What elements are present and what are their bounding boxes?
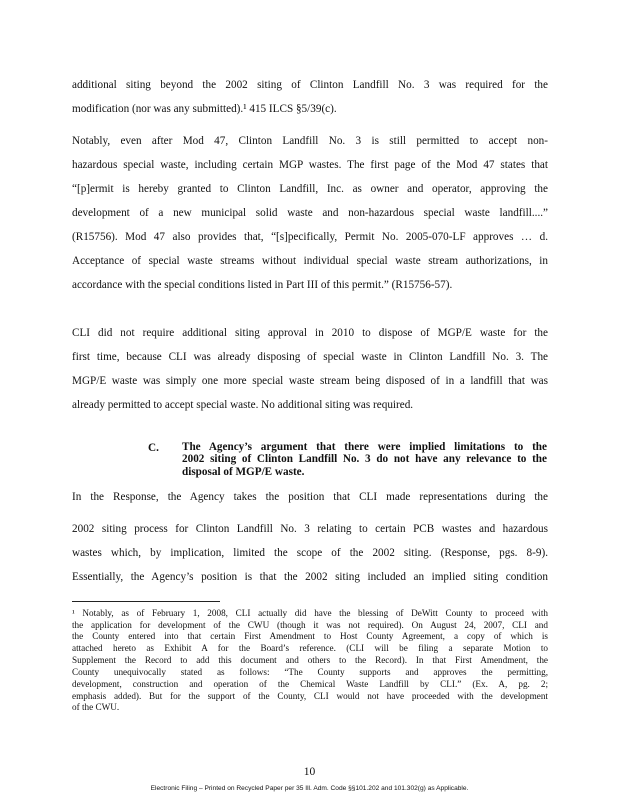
- footnote-line: emphasis added). But for the support of the County, CLI would not have proceeded with the development: [72, 691, 548, 701]
- footnote-line: the County entered into that certain First Amendment to Host County Agreement, a copy of which is: [72, 631, 548, 641]
- body-line: In the Response, the Agency takes the position that CLI made representations during the: [72, 491, 548, 503]
- body-line: hazardous special waste, including certain MGP wastes. The first page of the Mod 47 states that: [72, 159, 548, 171]
- footnote-line: of the CWU.: [72, 702, 120, 712]
- footnote-separator: [72, 601, 220, 602]
- footnote-line: the application for development of the CWU (though it was not required). On August 24, 2007, CLI and: [72, 620, 548, 630]
- body-line: MGP/E waste was simply one more special waste stream being disposed of in a landfill that was: [72, 375, 548, 387]
- body-line: 2002 siting process for Clinton Landfill No. 3 relating to certain PCB wastes and hazardous: [72, 523, 548, 535]
- body-line: modification (nor was any submitted).¹ 415 ILCS §5/39(c).: [72, 103, 337, 115]
- footnote-line: Supplement the Record to add this document and others to the Record). In that First Amendment, the: [72, 655, 548, 665]
- heading-line: 2002 siting of Clinton Landfill No. 3 do not have any relevance to the: [182, 453, 547, 465]
- heading-marker: C.: [148, 442, 159, 454]
- page-number: 10: [303, 766, 316, 778]
- body-line: “[p]ermit is hereby granted to Clinton Landfill, Inc. as owner and operator, approving the: [72, 183, 548, 195]
- body-line: Notably, even after Mod 47, Clinton Landfill No. 3 is still permitted to accept non-: [72, 135, 548, 147]
- body-line: wastes which, by implication, limited the scope of the 2002 siting. (Response, pgs. 8-9).: [72, 547, 548, 559]
- body-line: Acceptance of special waste streams without individual special waste stream authorizations, in: [72, 255, 548, 267]
- body-line: development of a new municipal solid waste and non-hazardous special waste landfill....”: [72, 207, 548, 219]
- body-line: first time, because CLI was already disposing of special waste in Clinton Landfill No. 3. The: [72, 351, 548, 363]
- body-line: Essentially, the Agency’s position is that the 2002 siting included an implied siting condition: [72, 571, 548, 583]
- heading-line: disposal of MGP/E waste.: [182, 466, 305, 478]
- body-line: CLI did not require additional siting approval in 2010 to dispose of MGP/E waste for the: [72, 327, 548, 339]
- body-line: additional siting beyond the 2002 siting of Clinton Landfill No. 3 was required for the: [72, 79, 548, 91]
- body-line: already permitted to accept special waste. No additional siting was required.: [72, 399, 414, 411]
- heading-line: The Agency’s argument that there were implied limitations to the: [182, 441, 547, 453]
- body-line: accordance with the special conditions listed in Part III of this permit.” (R15756-57).: [72, 279, 453, 291]
- filing-footer: Electronic Filing – Printed on Recycled Paper per 35 Ill. Adm. Code §§101.202 and 101.302(g) as Applicable.: [150, 785, 469, 792]
- footnote-line: development, construction and operation of the Chemical Waste Landfill by CLI.” (Ex. A, pg. 2;: [72, 679, 548, 689]
- footnote-line: ¹ Notably, as of February 1, 2008, CLI actually did have the blessing of DeWitt County to proceed with: [72, 608, 548, 618]
- footnote-line: attached hereto as Exhibit A for the Board’s reference. (CLI will be filing a separate Motion to: [72, 643, 548, 653]
- footnote-line: County unequivocally stated as follows: “The County supports and approves the permitting,: [72, 667, 548, 677]
- body-line: (R15756). Mod 47 also provides that, “[s]pecifically, Permit No. 2005-070-LF approves … d.: [72, 231, 548, 243]
